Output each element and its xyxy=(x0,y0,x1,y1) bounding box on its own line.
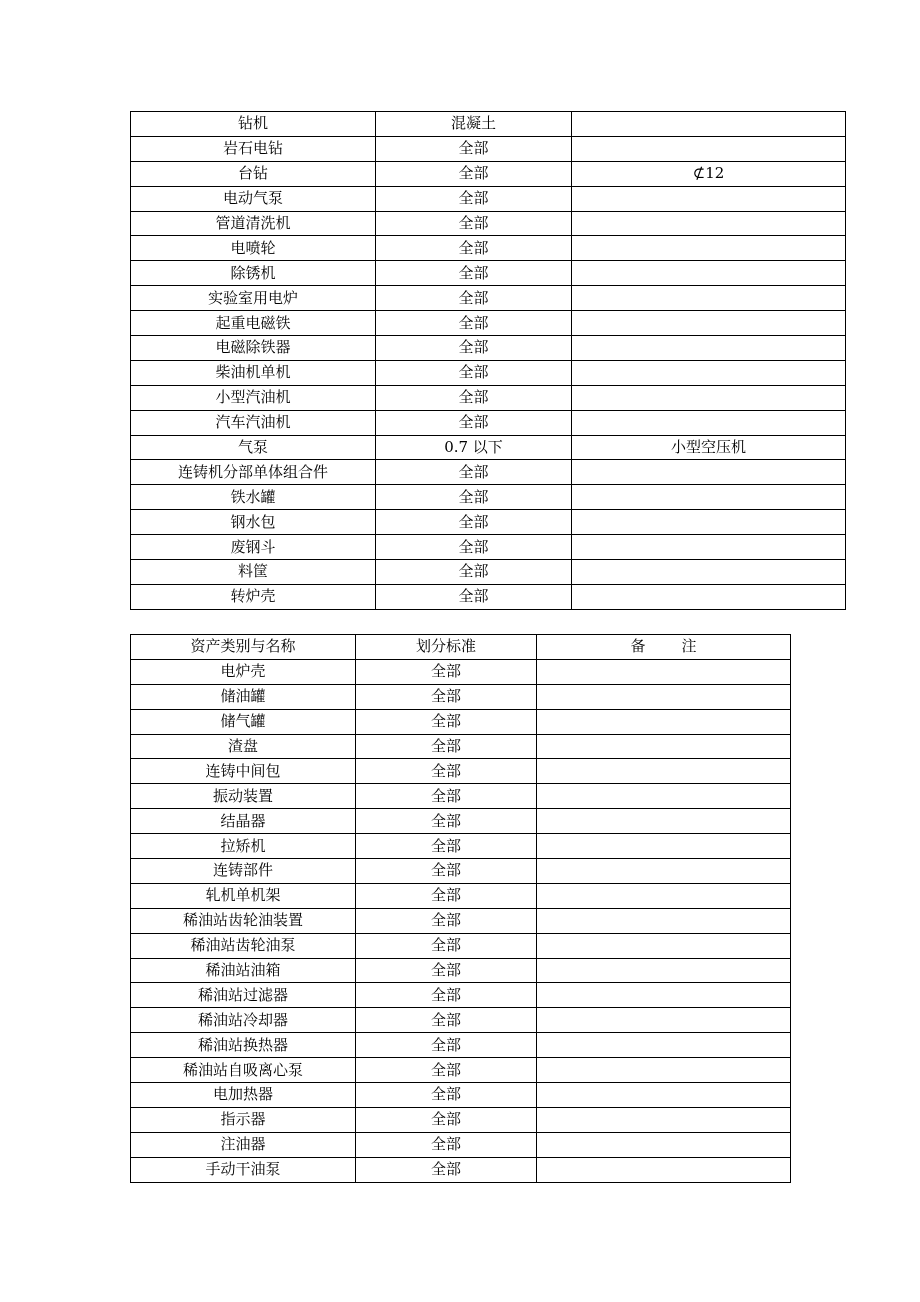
table-header-row xyxy=(131,635,791,660)
asset-table-continued-body xyxy=(131,112,846,610)
asset-name-cell: 铁水罐 xyxy=(131,485,376,510)
classification-standard-cell: 全部 xyxy=(376,336,572,361)
table-row xyxy=(131,311,846,336)
remark-cell xyxy=(537,958,791,983)
table-row xyxy=(131,809,791,834)
remark-cell xyxy=(572,410,846,435)
remark-cell xyxy=(572,311,846,336)
table-row xyxy=(131,410,846,435)
classification-standard-cell: 全部 xyxy=(376,485,572,510)
classification-standard-cell: 全部 xyxy=(376,311,572,336)
classification-standard-cell: 全部 xyxy=(376,584,572,609)
table-row xyxy=(131,659,791,684)
table-row xyxy=(131,460,846,485)
asset-name-cell: 连铸机分部单体组合件 xyxy=(131,460,376,485)
remark-cell xyxy=(537,1157,791,1182)
asset-name-cell: 连铸中间包 xyxy=(131,759,356,784)
remark-cell xyxy=(537,734,791,759)
classification-standard-cell: 全部 xyxy=(356,883,537,908)
asset-name-cell: 稀油站油箱 xyxy=(131,958,356,983)
table-row xyxy=(131,1107,791,1132)
table-row xyxy=(131,734,791,759)
asset-name-cell: 钢水包 xyxy=(131,510,376,535)
remark-cell xyxy=(537,933,791,958)
asset-table-continued xyxy=(130,111,846,610)
classification-standard-cell: 混凝土 xyxy=(376,112,572,137)
asset-name-cell: 稀油站冷却器 xyxy=(131,1008,356,1033)
remark-cell xyxy=(537,834,791,859)
table-row xyxy=(131,908,791,933)
asset-name-cell: 连铸部件 xyxy=(131,859,356,884)
table-row xyxy=(131,112,846,137)
classification-standard-cell: 全部 xyxy=(376,186,572,211)
asset-name-cell: 除锈机 xyxy=(131,261,376,286)
remark-cell xyxy=(572,535,846,560)
asset-name-cell: 小型汽油机 xyxy=(131,385,376,410)
remark-cell xyxy=(537,1083,791,1108)
classification-standard-cell: 全部 xyxy=(376,535,572,560)
table-row xyxy=(131,560,846,585)
asset-name-cell: 柴油机单机 xyxy=(131,360,376,385)
classification-standard-cell: 全部 xyxy=(356,1058,537,1083)
classification-standard-cell: 全部 xyxy=(376,136,572,161)
classification-standard-cell: 全部 xyxy=(356,759,537,784)
table-row xyxy=(131,1157,791,1182)
table-row xyxy=(131,435,846,460)
remark-cell xyxy=(537,983,791,1008)
remark-cell xyxy=(537,1033,791,1058)
remark-cell xyxy=(537,659,791,684)
asset-name-cell: 储气罐 xyxy=(131,709,356,734)
asset-name-cell: 废钢斗 xyxy=(131,535,376,560)
table-row xyxy=(131,385,846,410)
remark-cell xyxy=(537,859,791,884)
table-row xyxy=(131,983,791,1008)
header-remarks: 备注 xyxy=(537,635,791,660)
classification-standard-cell: 全部 xyxy=(376,161,572,186)
classification-standard-cell: 全部 xyxy=(376,236,572,261)
table-row xyxy=(131,784,791,809)
table-row xyxy=(131,1058,791,1083)
classification-standard-cell: 全部 xyxy=(356,983,537,1008)
table-row xyxy=(131,584,846,609)
classification-standard-cell: 全部 xyxy=(356,1157,537,1182)
classification-standard-cell: 全部 xyxy=(376,460,572,485)
classification-standard-cell: 全部 xyxy=(356,958,537,983)
table-row xyxy=(131,883,791,908)
asset-name-cell: 结晶器 xyxy=(131,809,356,834)
remark-cell xyxy=(537,809,791,834)
remark-cell xyxy=(537,709,791,734)
asset-name-cell: 手动干油泵 xyxy=(131,1157,356,1182)
asset-name-cell: 钻机 xyxy=(131,112,376,137)
table-row xyxy=(131,261,846,286)
classification-standard-cell: 全部 xyxy=(356,709,537,734)
remark-cell xyxy=(537,908,791,933)
table-row xyxy=(131,510,846,535)
remark-cell: 小型空压机 xyxy=(572,435,846,460)
asset-name-cell: 稀油站齿轮油装置 xyxy=(131,908,356,933)
table-row xyxy=(131,933,791,958)
remark-cell xyxy=(572,112,846,137)
table-row xyxy=(131,1008,791,1033)
classification-standard-cell: 全部 xyxy=(356,809,537,834)
asset-classification-table-body xyxy=(131,659,791,1182)
remark-cell xyxy=(572,584,846,609)
classification-standard-cell: 全部 xyxy=(376,286,572,311)
asset-name-cell: 稀油站换热器 xyxy=(131,1033,356,1058)
asset-name-cell: 转炉壳 xyxy=(131,584,376,609)
table-row xyxy=(131,485,846,510)
asset-name-cell: 稀油站齿轮油泵 xyxy=(131,933,356,958)
asset-name-cell: 管道清洗机 xyxy=(131,211,376,236)
classification-standard-cell: 全部 xyxy=(356,1083,537,1108)
remark-cell xyxy=(572,211,846,236)
remark-cell xyxy=(572,261,846,286)
table-row xyxy=(131,759,791,784)
asset-name-cell: 起重电磁铁 xyxy=(131,311,376,336)
remark-cell xyxy=(537,759,791,784)
table-row xyxy=(131,161,846,186)
header-asset-category: 资产类别与名称 xyxy=(131,635,356,660)
classification-standard-cell: 全部 xyxy=(356,734,537,759)
classification-standard-cell: 全部 xyxy=(356,933,537,958)
classification-standard-cell: 全部 xyxy=(356,1107,537,1132)
remark-cell xyxy=(572,236,846,261)
asset-name-cell: 稀油站自吸离心泵 xyxy=(131,1058,356,1083)
asset-name-cell: 轧机单机架 xyxy=(131,883,356,908)
classification-standard-cell: 全部 xyxy=(376,510,572,535)
remark-cell xyxy=(537,883,791,908)
classification-standard-cell: 全部 xyxy=(356,1008,537,1033)
asset-name-cell: 指示器 xyxy=(131,1107,356,1132)
remark-cell xyxy=(537,684,791,709)
table-row xyxy=(131,1033,791,1058)
asset-name-cell: 电加热器 xyxy=(131,1083,356,1108)
remark-cell: ⊄12 xyxy=(572,161,846,186)
table-row xyxy=(131,709,791,734)
table-row xyxy=(131,1132,791,1157)
remark-cell xyxy=(572,385,846,410)
classification-standard-cell: 全部 xyxy=(356,784,537,809)
asset-name-cell: 电磁除铁器 xyxy=(131,336,376,361)
remark-cell xyxy=(537,1008,791,1033)
table-row xyxy=(131,186,846,211)
asset-classification-table xyxy=(130,634,791,1183)
asset-name-cell: 岩石电钻 xyxy=(131,136,376,161)
table-row xyxy=(131,834,791,859)
remark-cell xyxy=(572,336,846,361)
classification-standard-cell: 全部 xyxy=(376,385,572,410)
remark-cell xyxy=(572,510,846,535)
table-row xyxy=(131,1083,791,1108)
asset-name-cell: 料筐 xyxy=(131,560,376,585)
classification-standard-cell: 全部 xyxy=(356,1132,537,1157)
classification-standard-cell: 全部 xyxy=(356,859,537,884)
remark-cell xyxy=(537,784,791,809)
asset-name-cell: 拉矫机 xyxy=(131,834,356,859)
classification-standard-cell: 全部 xyxy=(376,211,572,236)
table-row xyxy=(131,958,791,983)
table-row xyxy=(131,535,846,560)
classification-standard-cell: 0.7 以下 xyxy=(376,435,572,460)
asset-name-cell: 电炉壳 xyxy=(131,659,356,684)
classification-standard-cell: 全部 xyxy=(376,410,572,435)
asset-name-cell: 实验室用电炉 xyxy=(131,286,376,311)
asset-name-cell: 注油器 xyxy=(131,1132,356,1157)
table-row xyxy=(131,211,846,236)
asset-name-cell: 气泵 xyxy=(131,435,376,460)
asset-name-cell: 储油罐 xyxy=(131,684,356,709)
asset-name-cell: 稀油站过滤器 xyxy=(131,983,356,1008)
classification-standard-cell: 全部 xyxy=(376,560,572,585)
asset-name-cell: 台钻 xyxy=(131,161,376,186)
asset-name-cell: 汽车汽油机 xyxy=(131,410,376,435)
classification-standard-cell: 全部 xyxy=(356,684,537,709)
remark-cell xyxy=(537,1058,791,1083)
remark-cell xyxy=(572,136,846,161)
classification-standard-cell: 全部 xyxy=(356,908,537,933)
classification-standard-cell: 全部 xyxy=(356,659,537,684)
asset-name-cell: 电动气泵 xyxy=(131,186,376,211)
remark-cell xyxy=(572,186,846,211)
table-row xyxy=(131,336,846,361)
classification-standard-cell: 全部 xyxy=(356,1033,537,1058)
remark-cell xyxy=(537,1107,791,1132)
table-row xyxy=(131,859,791,884)
table-row xyxy=(131,286,846,311)
table-row xyxy=(131,136,846,161)
header-classification-standard: 划分标准 xyxy=(356,635,537,660)
remark-cell xyxy=(572,286,846,311)
remark-cell xyxy=(572,485,846,510)
asset-name-cell: 渣盘 xyxy=(131,734,356,759)
classification-standard-cell: 全部 xyxy=(376,261,572,286)
classification-standard-cell: 全部 xyxy=(376,360,572,385)
remark-cell xyxy=(537,1132,791,1157)
remark-cell xyxy=(572,560,846,585)
table-row xyxy=(131,684,791,709)
asset-name-cell: 电喷轮 xyxy=(131,236,376,261)
remark-cell xyxy=(572,460,846,485)
remark-cell xyxy=(572,360,846,385)
table-row xyxy=(131,236,846,261)
table-row xyxy=(131,360,846,385)
classification-standard-cell: 全部 xyxy=(356,834,537,859)
asset-name-cell: 振动装置 xyxy=(131,784,356,809)
